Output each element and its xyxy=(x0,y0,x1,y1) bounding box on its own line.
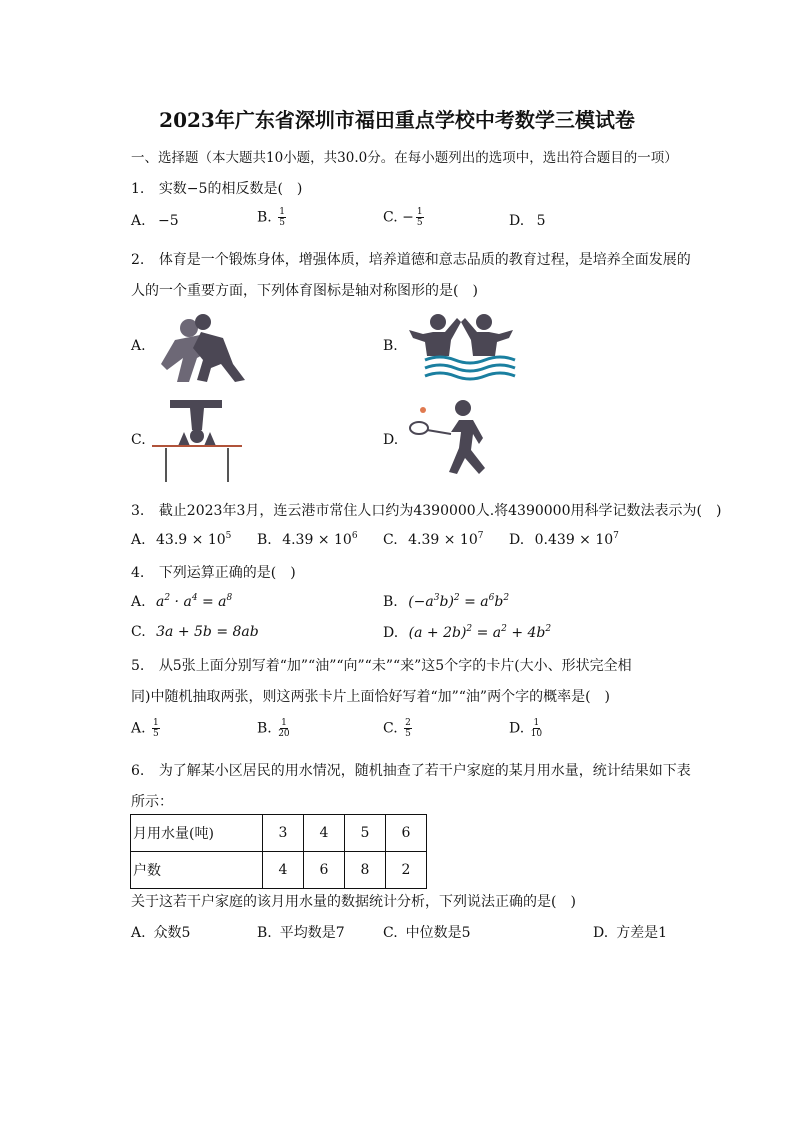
q2-label-c: C. xyxy=(131,432,146,448)
q5-option-b: B. $\frac{1}{20}$ xyxy=(257,718,290,739)
q3-option-d: D. $0.439 \times 10^7$ xyxy=(509,531,619,548)
table-cell: 8 xyxy=(345,852,386,889)
table-cell: 4 xyxy=(304,815,345,852)
q6-option-a: A. 众数5 xyxy=(131,925,191,941)
page-title: 2023年广东省深圳市福田重点学校中考数学三模试卷 xyxy=(159,108,635,132)
q6-option-c: C. 中位数是5 xyxy=(383,925,471,941)
q5-option-a: A. $\frac{1}{5}$ xyxy=(131,718,159,739)
table-cell: 2 xyxy=(386,852,427,889)
question-2-line2: 人的一个重要方面，下列体育图标是轴对称图形的是( ) xyxy=(131,283,478,299)
question-stem: 实数−5的相反数是( ) xyxy=(158,181,303,197)
table-cell: 6 xyxy=(386,815,427,852)
section-header: 一、选择题（本大题共10小题，共30.0分。在每小题列出的选项中，选出符合题目的一项） xyxy=(131,150,678,166)
question-4: 4. 下列运算正确的是( ) xyxy=(131,565,296,581)
question-6: 6. 为了解某小区居民的用水情况，随机抽查了若干户家庭的某月用水量，统计结果如下表 xyxy=(131,763,691,779)
table-cell: 6 xyxy=(304,852,345,889)
fraction: $\frac{1}{5}$ xyxy=(416,207,423,228)
question-5-line2: 同)中随机抽取两张，则这两张卡片上面恰好写着“加”“油”两个字的概率是( ) xyxy=(131,689,611,705)
q3-option-a: A. $43.9 \times 10^5$ xyxy=(131,531,232,548)
q4-option-d: D. $(a + 2b)^2 = a^2 + 4b^2$ xyxy=(383,624,552,641)
question-1 xyxy=(131,178,302,198)
table-row xyxy=(131,852,427,889)
q2-label-a: A. xyxy=(131,338,146,354)
table-cell: 3 xyxy=(263,815,304,852)
water-usage-table xyxy=(130,814,427,889)
q4-option-a: A. $a^2 \cdot a^4 = a^8$ xyxy=(131,593,233,610)
question-6-prompt: 关于这若干户家庭的该月用水量的数据统计分析，下列说法正确的是( ) xyxy=(131,894,576,910)
q5-option-d: D. $\frac{1}{10}$ xyxy=(509,718,543,739)
q2-label-b: B. xyxy=(383,338,398,354)
q1-option-a: A. −5 xyxy=(131,213,179,229)
table-cell: 4 xyxy=(263,852,304,889)
question-2: 2. 体育是一个锻炼身体，增强体质，培养道德和意志品质的教育过程，是培养全面发展的 xyxy=(131,252,691,268)
table-header-cell: 月用水量(吨) xyxy=(131,815,263,852)
question-number: 1. xyxy=(131,181,145,197)
table-cell: 5 xyxy=(345,815,386,852)
q1-option-b: B. $\frac{1}{5}$ xyxy=(257,207,285,228)
q3-option-b: B. $4.39 \times 10^6$ xyxy=(257,531,358,548)
handstand-icon xyxy=(150,394,245,484)
table-row xyxy=(131,815,427,852)
badminton-icon xyxy=(405,398,515,480)
q4-option-c: C. 3a + 5b = 8ab xyxy=(131,624,259,640)
water-polo-icon xyxy=(405,312,517,382)
q6-option-b: B. 平均数是7 xyxy=(257,925,345,941)
question-5: 5. 从5张上面分别写着“加”“油”“向”“未”“来”这5个字的卡片(大小、形状完全相 xyxy=(131,658,632,674)
question-6-line2: 所示： xyxy=(131,794,173,810)
q2-label-d: D. xyxy=(383,432,399,448)
q1-option-d: D. 5 xyxy=(509,213,546,229)
question-3: 3. 截止2023年3月，连云港市常住人口约为4390000人.将4390000用科学记数法表示为( ) xyxy=(131,503,722,519)
q1-option-c: C. − $\frac{1}{5}$ xyxy=(383,207,423,228)
fraction: $\frac{1}{5}$ xyxy=(279,207,285,228)
q3-option-c: C. $4.39 \times 10^7$ xyxy=(383,531,484,548)
q6-option-d: D. 方差是1 xyxy=(593,925,668,941)
q4-option-b: B. $(-a^3b)^2 = a^6b^2$ xyxy=(383,593,510,610)
table-header-cell: 户数 xyxy=(131,852,263,889)
wrestling-icon xyxy=(145,308,255,384)
q5-option-c: C. $\frac{2}{5}$ xyxy=(383,718,411,739)
